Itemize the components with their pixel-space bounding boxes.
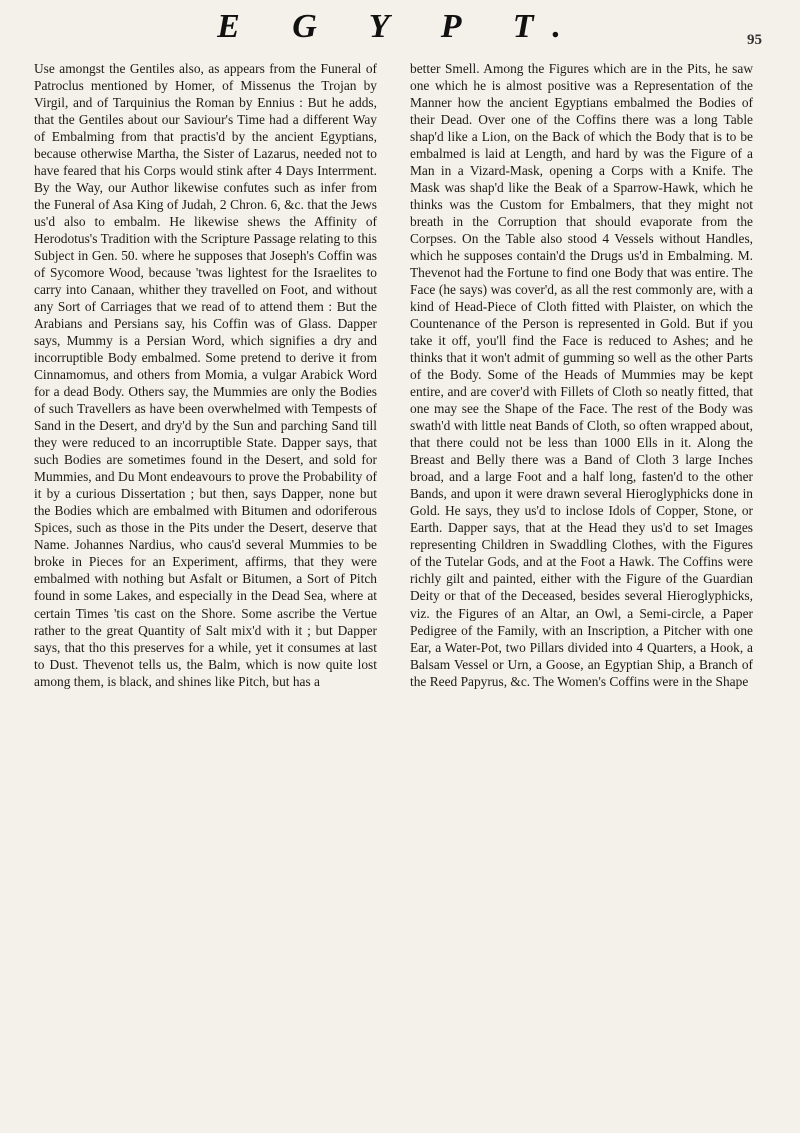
page-number: 95 <box>747 32 762 48</box>
running-head: E G Y P T. <box>217 8 583 45</box>
left-column <box>34 60 377 690</box>
right-column <box>410 60 753 690</box>
right-column-text: better Smell. Among the Figures which are in the Pits, he saw one which he is almost positive was a Representation of the Manner how the ancient Egyptians embalmed the Bodies of their Dead. Over one of the Coffins there was a long Table shap'd like a Lion, on the Back of which the Body that is to be embalmed is laid at Length, and hard by was the Figure of a Man in a Vizard-Mask, opening a Corps with a Knife. The Mask was shap'd like the Beak of a Sparrow-Hawk, which he thinks was the Custom for Embalmers, that they might not breath in the Corruption that should evaporate from the Corpses. On the Table also stood 4 Vessels without Handles, which he supposes contain'd the Drugs us'd in Embalming. M. Thevenot had the Fortune to find one Body that was entire. The Face (he says) was cover'd, as all the rest commonly are, with a kind of Head-Piece of Cloth fitted with Plaister, on which the Countenance of the Person is represented in Gold. But if you take it off, you'll find the Face is reduced to Ashes; and he thinks that it won't admit of gumming so well as the other Parts of the Body. Some of the Heads of Mummies may be kept entire, and are cover'd with Fillets of Cloth so neatly fitted, that one may see the Shape of the Face. The rest of the Body was swath'd with little neat Bands of Cloth, so often wrapped about, that there could not be less than 1000 Ells in it. Along the Breast and Belly there was a Band of Cloth 3 large Inches broad, and a large Foot and a half long, fasten'd to the other Bands, and upon it were drawn several Hieroglyphicks done in Gold. He says, they us'd to inclose Idols of Copper, Stone, or Earth. Dapper says, that at the Head they us'd to set Images representing Children in Swaddling Clothes, with the Figures of the Tutelar Gods, and at the Foot a Hawk. The Coffins were richly gilt and painted, either with the Figure of the Guardian Deity or that of the Deceased, besides several Hieroglyphicks, viz. the Figures of an Altar, an Owl, a Semi-circle, a Paper Pedigree of the Family, with an Inscription, a Pitcher with one Ear, a Water-Pot, two Pillars divided into 4 Quarters, a Hook, a Balsam Vessel or Urn, a Goose, an Egyptian Ship, a Branch of the Reed Papyrus, &c. The Women's Coffins were in the Shape <box>410 61 753 689</box>
left-column-text: Use amongst the Gentiles also, as appears from the Funeral of Patroclus mentioned by Homer, of Missenus the Trojan by Virgil, and of Tarquinius the Roman by Ennius : But he adds, that the Gentiles about our Saviour's Time had a different Way of Embalming from that practis'd by the ancient Egyptians, because otherwise Martha, the Sister of Lazarus, needed not to have feared that his Corps would stink after 4 Days Interrment. By the Way, our Author likewise confutes such as infer from the Funeral of Asa King of Judah, 2 Chron. 6, &c. that the Jews us'd also to embalm. He likewise shews the Affinity of Herodotus's Tradition with the Scripture Passage relating to this Subject in Gen. 50. where he supposes that Joseph's Coffin was of Sycomore Wood, because 'twas lightest for the Israelites to carry into Canaan, whither they travelled on Foot, and without any Sort of Carriages that we read of to attend them : But the Arabians and Persians say, his Coffin was of Glass. Dapper says, Mummy is a Persian Word, which signifies a dry and incorruptible Body embalmed. Some pretend to derive it from Cinnamomus, and others from Momia, a vulgar Arabick Word for a dead Body. Others say, the Mummies are only the Bodies of such Travellers as have been overwhelmed with Tempests of Sand in the Desert, and dry'd by the Sun and parching Sand till they were reduced to an incorruptible State. Dapper says, that such Bodies are sometimes found in the Desert, and sold for Mummies, and Du Mont endeavours to prove the Probability of it by a curious Dissertation ; but then, says Dapper, none but the Bodies which are embalmed with Bitumen and odoriferous Spices, such as those in the Pits under the Desert, deserve that Name. Johannes Nardius, who caus'd several Mummies to be broke in Pieces for an Experiment, affirms, that they were embalmed with nothing but Asfalt or Bitumen, a Sort of Pitch found in some Lakes, and especially in the Dead Sea, where at certain Times 'tis cast on the Shore. Some ascribe the Vertue rather to the great Quantity of Salt mix'd with it ; but Dapper says, that tho this preserves for a while, yet it consumes at last to Dust. Thevenot tells us, the Balm, which is now quite lost among them, is black, and shines like Pitch, but has a <box>34 61 377 689</box>
